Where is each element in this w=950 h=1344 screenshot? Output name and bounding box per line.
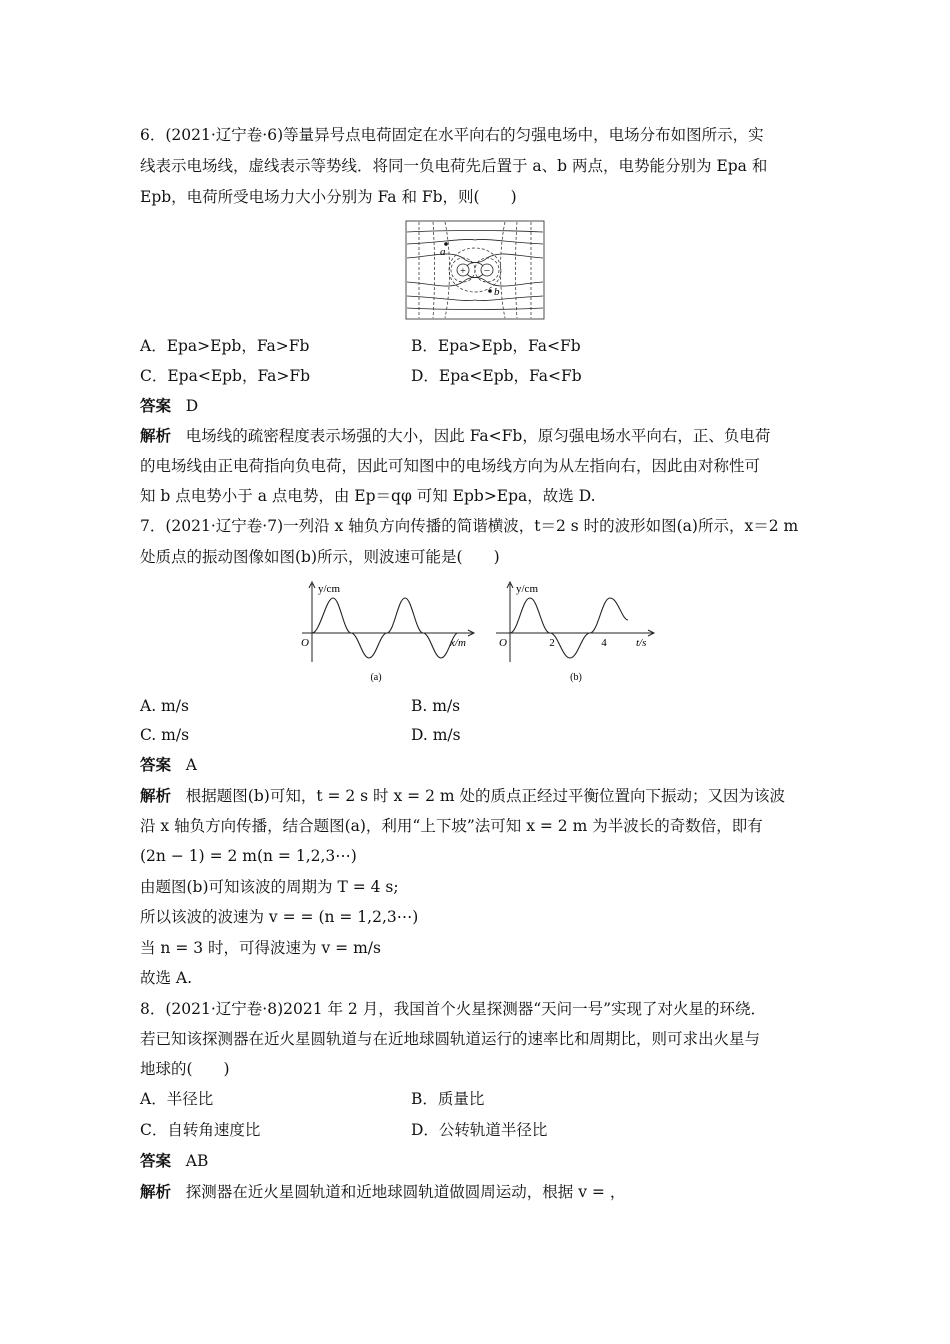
q6-plus-charge-label: + (460, 266, 466, 277)
q6-answer-value: D (185, 397, 199, 415)
q6-analysis-line3: 知 b 点电势小于 a 点电势，由 Ep＝qφ 可知 Epb>Epa，故选 D. (140, 487, 596, 505)
q7b-caption: (b) (570, 672, 582, 683)
q7-analysis-line3: (2n − 1) = 2 m(n = 1,2,3⋯) (140, 847, 357, 865)
q7-figure-a (292, 578, 482, 686)
q7b-origin-label: O (499, 637, 507, 649)
q6-option-a[interactable]: A．Epa>Epb，Fa>Fb (140, 337, 310, 355)
q7a-x-axis-label: x/m (450, 637, 466, 649)
q7-analysis-line4: 由题图(b)可知该波的周期为 T = 4 s; (140, 878, 399, 896)
q7-analysis-line2: 沿 x 轴负方向传播，结合题图(a)，利用“上下坡”法可知 x = 2 m 为半波长的奇数倍，即有 (140, 817, 763, 835)
q6-analysis-line1 (140, 426, 770, 446)
q8-stem-line3: 地球的( ) (140, 1060, 230, 1078)
q7-analysis-line5: 所以该波的波速为 v = = (n = 1,2,3⋯) (140, 908, 419, 926)
q7-option-a[interactable]: A. m/s (140, 697, 189, 715)
q6-field-figure (405, 220, 545, 320)
q7-option-b[interactable]: B. m/s (411, 697, 461, 715)
q7b-vibration-curve (510, 598, 628, 658)
q8-stem-line1: 8．(2021·辽宁卷·8)2021 年 2 月，我国首个火星探测器“天问一号”实现了对火星的环绕． (140, 1000, 767, 1018)
q6-option-b[interactable]: B．Epa>Epb，Fa<Fb (411, 337, 581, 355)
q7-option-c[interactable]: C. m/s (140, 726, 190, 744)
q7-analysis-text1: 根据题图(b)可知，t = 2 s 时 x = 2 m 处的质点正经过平衡位置向下振动；又因为该波 (185, 787, 785, 805)
q8-option-a[interactable]: A．半径比 (140, 1090, 214, 1108)
q8-option-d[interactable]: D．公转轨道半径比 (411, 1121, 548, 1139)
point-b-marker (488, 289, 492, 293)
point-b-label: b (494, 286, 500, 298)
q6-stem-line1: 6．(2021·辽宁卷·6)等量异号点电荷固定在水平向右的匀强电场中，电场分布如图所示，实 (140, 126, 764, 144)
q7-stem-line1: 7．(2021·辽宁卷·7)一列沿 x 轴负方向传播的简谐横波，t＝2 s 时的波形如图(a)所示，x＝2 m (140, 517, 799, 535)
q7-analysis-line6: 当 n = 3 时，可得波速为 v = m/s (140, 939, 381, 957)
q6-option-d[interactable]: D．Epa<Epb，Fa<Fb (411, 367, 582, 385)
q7-answer (140, 755, 197, 775)
q8-answer (140, 1151, 208, 1171)
q7-answer-value: A (185, 756, 197, 774)
q7-figure-b (490, 578, 660, 686)
q8-option-b[interactable]: B．质量比 (411, 1090, 485, 1108)
q7-answer-label: 答案 (140, 755, 172, 774)
q8-analysis-line1 (140, 1182, 625, 1202)
q8-option-c[interactable]: C．自转角速度比 (140, 1121, 261, 1139)
q7b-x-axis-label: t/s (636, 637, 647, 649)
q6-minus-charge-label: − (483, 265, 491, 277)
q7b-tick-2: 2 (549, 637, 555, 649)
q6-analysis-label: 解析 (140, 426, 172, 445)
q7-stem-line2: 处质点的振动图像如图(b)所示，则波速可能是( ) (140, 548, 500, 566)
q7a-caption: (a) (370, 672, 382, 683)
q6-stem-line2: 线表示电场线，虚线表示等势线．将同一负电荷先后置于 a、b 两点，电势能分别为 Epa 和 (140, 157, 768, 175)
q7a-y-axis-label: y/cm (318, 583, 340, 595)
q7-option-d[interactable]: D. m/s (411, 726, 461, 744)
q7-analysis-label: 解析 (140, 786, 172, 805)
q7b-y-axis-label: y/cm (516, 583, 538, 595)
q7a-origin-label: O (301, 637, 309, 649)
q8-answer-value: AB (185, 1152, 209, 1170)
q6-answer (140, 396, 198, 416)
q8-stem-line2: 若已知该探测器在近火星圆轨道与在近地球圆轨道运行的速率比和周期比，则可求出火星与 (140, 1030, 761, 1048)
point-a-label: a (440, 246, 446, 258)
q7-analysis-line7: 故选 A. (140, 969, 193, 987)
q6-answer-label: 答案 (140, 396, 172, 415)
q6-option-c[interactable]: C．Epa<Epb，Fa>Fb (140, 367, 311, 385)
q6-analysis-text1: 电场线的疏密程度表示场强的大小，因此 Fa<Fb，原匀强电场水平向右，正、负电荷 (185, 427, 771, 445)
q6-stem-line3: Epb，电荷所受电场力大小分别为 Fa 和 Fb，则( ) (140, 188, 517, 206)
q8-analysis-text1: 探测器在近火星圆轨道和近地球圆轨道做圆周运动，根据 v = ， (185, 1183, 626, 1201)
q7a-wave-curve (312, 598, 458, 658)
q8-analysis-label: 解析 (140, 1182, 172, 1201)
q7b-tick-4: 4 (601, 637, 607, 649)
q7-analysis-line1 (140, 786, 785, 806)
q6-analysis-line2: 的电场线由正电荷指向负电荷，因此可知图中的电场线方向为从左指向右，因此由对称性可 (140, 457, 761, 475)
q8-answer-label: 答案 (140, 1151, 172, 1170)
